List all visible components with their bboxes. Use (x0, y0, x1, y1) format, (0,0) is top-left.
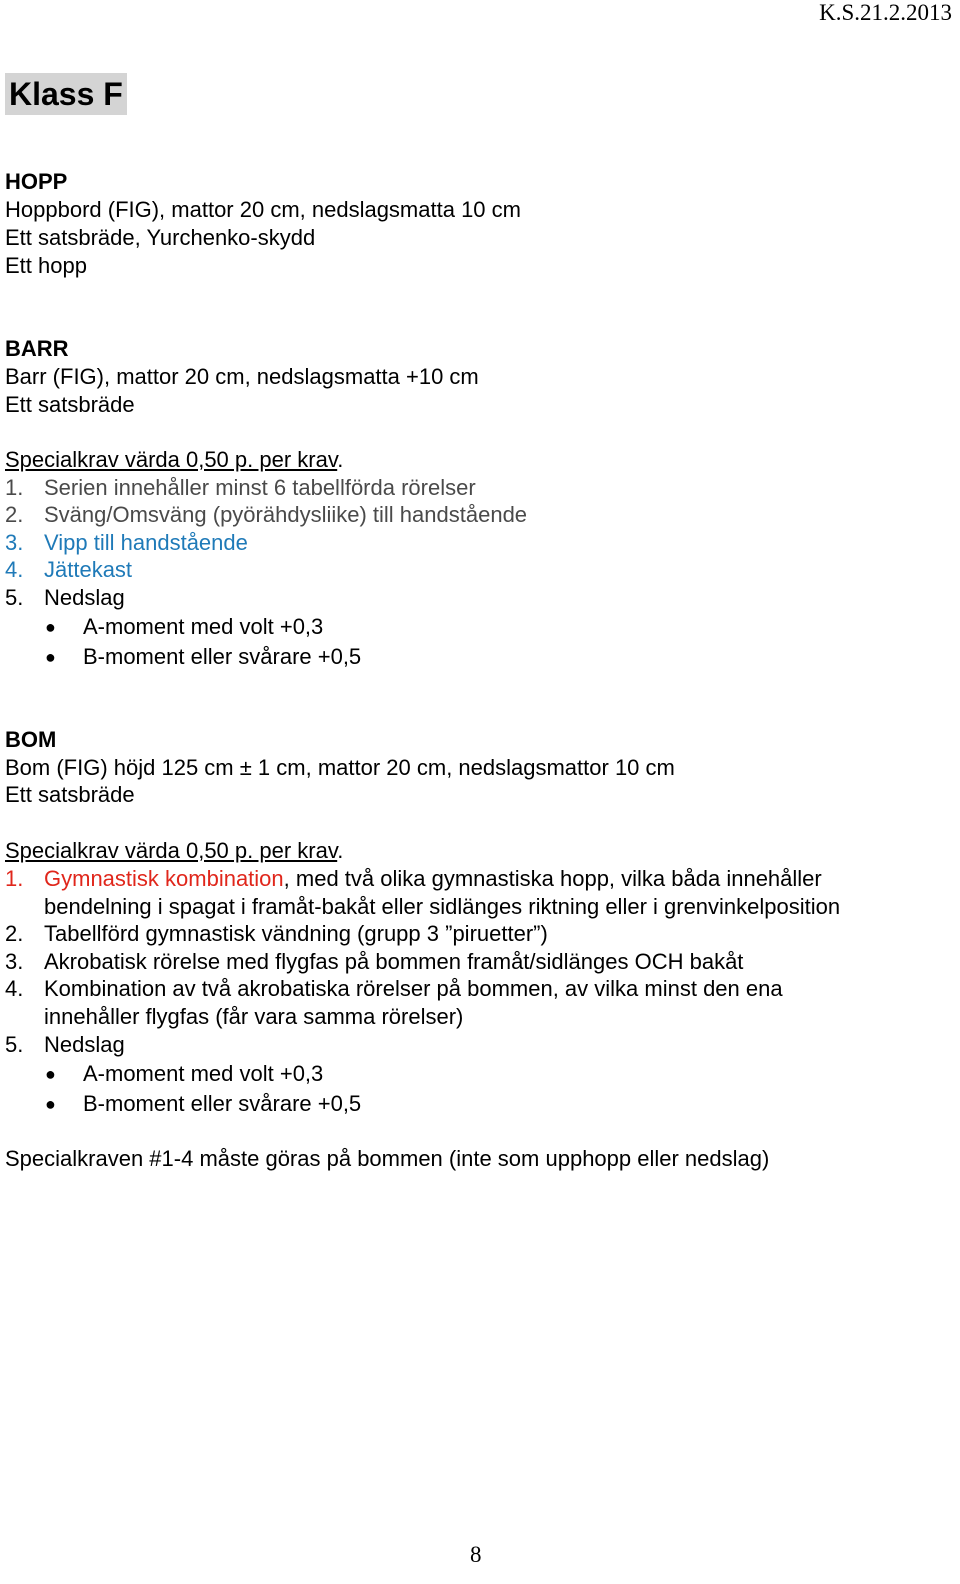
bom-item-number: 2. (5, 921, 24, 946)
barr-line: Barr (FIG), mattor 20 cm, nedslagsmatta +10 cm (5, 364, 479, 389)
page-number: 8 (470, 1542, 482, 1567)
barr-item-text: Nedslag (44, 585, 125, 610)
bullet-icon: ● (45, 1064, 56, 1084)
bom-special-heading-text: Specialkrav värda 0,50 p. per krav (5, 838, 338, 863)
bom-item-number: 4. (5, 976, 24, 1001)
bom-item-text: Akrobatisk rörelse med flygfas på bommen framåt/sidlänges OCH bakåt (44, 949, 744, 974)
barr-item-number: 3. (5, 530, 24, 555)
barr-item-text: Vipp till handstående (44, 530, 248, 555)
barr-item-number: 2. (5, 502, 24, 527)
bom-special-heading-suffix: . (337, 838, 344, 863)
barr-line: Ett satsbräde (5, 392, 135, 417)
bom-item-continuation: bendelning i spagat i framåt-bakåt eller sidlänges riktning eller i grenvinkelposition (44, 894, 841, 919)
bom-item-text: Tabellförd gymnastisk vändning (grupp 3 ”piruetter”) (44, 921, 548, 946)
bom-line: Bom (FIG) höjd 125 cm ± 1 cm, mattor 20 cm, nedslagsmattor 10 cm (5, 755, 675, 780)
barr-item-number: 1. (5, 475, 24, 500)
bullet-icon: ● (45, 617, 56, 637)
bom-item-rest: , med två olika gymnastiska hopp, vilka båda innehåller (283, 866, 822, 891)
barr-item-number: 4. (5, 557, 24, 582)
bullet-icon: ● (45, 647, 56, 667)
bom-item-text: Nedslag (44, 1032, 125, 1057)
hopp-line: Ett satsbräde, Yurchenko-skydd (5, 225, 316, 250)
bullet-icon: ● (45, 1094, 56, 1114)
barr-item-text: Serien innehåller minst 6 tabellförda rörelser (44, 475, 476, 500)
barr-item-text: Jättekast (44, 557, 133, 582)
bom-special-heading (5, 837, 343, 865)
hopp-heading: HOPP (5, 169, 68, 194)
bom-bullet-text: B-moment eller svårare +0,5 (83, 1091, 362, 1116)
barr-special-heading-text: Specialkrav värda 0,50 p. per krav (5, 447, 338, 472)
barr-special-heading-suffix: . (337, 447, 344, 472)
bom-item-highlight: Gymnastisk kombination (44, 866, 284, 891)
header-date: K.S.21.2.2013 (819, 0, 952, 25)
bom-item-text: Kombination av två akrobatiska rörelser på bommen, av vilka minst den ena (44, 976, 783, 1001)
bom-item-number: 1. (5, 866, 24, 891)
barr-special-heading (5, 446, 343, 474)
barr-bullet-text: B-moment eller svårare +0,5 (83, 644, 362, 669)
barr-bullet-text: A-moment med volt +0,3 (83, 614, 324, 639)
hopp-line: Hoppbord (FIG), mattor 20 cm, nedslagsmatta 10 cm (5, 197, 521, 222)
bom-item-continuation: innehåller flygfas (får vara samma rörelser) (44, 1004, 464, 1029)
hopp-line: Ett hopp (5, 253, 87, 278)
page-title: Klass F (5, 73, 127, 115)
bom-item-number: 3. (5, 949, 24, 974)
bom-heading: BOM (5, 727, 57, 752)
bom-item-number: 5. (5, 1032, 24, 1057)
barr-item-number: 5. (5, 585, 24, 610)
bom-item-text (44, 865, 822, 893)
barr-heading: BARR (5, 336, 69, 361)
bom-footnote: Specialkraven #1-4 måste göras på bommen (inte som upphopp eller nedslag) (5, 1146, 770, 1171)
bom-bullet-text: A-moment med volt +0,3 (83, 1061, 324, 1086)
barr-item-text: Sväng/Omsväng (pyörähdysliike) till handstående (44, 502, 528, 527)
bom-line: Ett satsbräde (5, 782, 135, 807)
